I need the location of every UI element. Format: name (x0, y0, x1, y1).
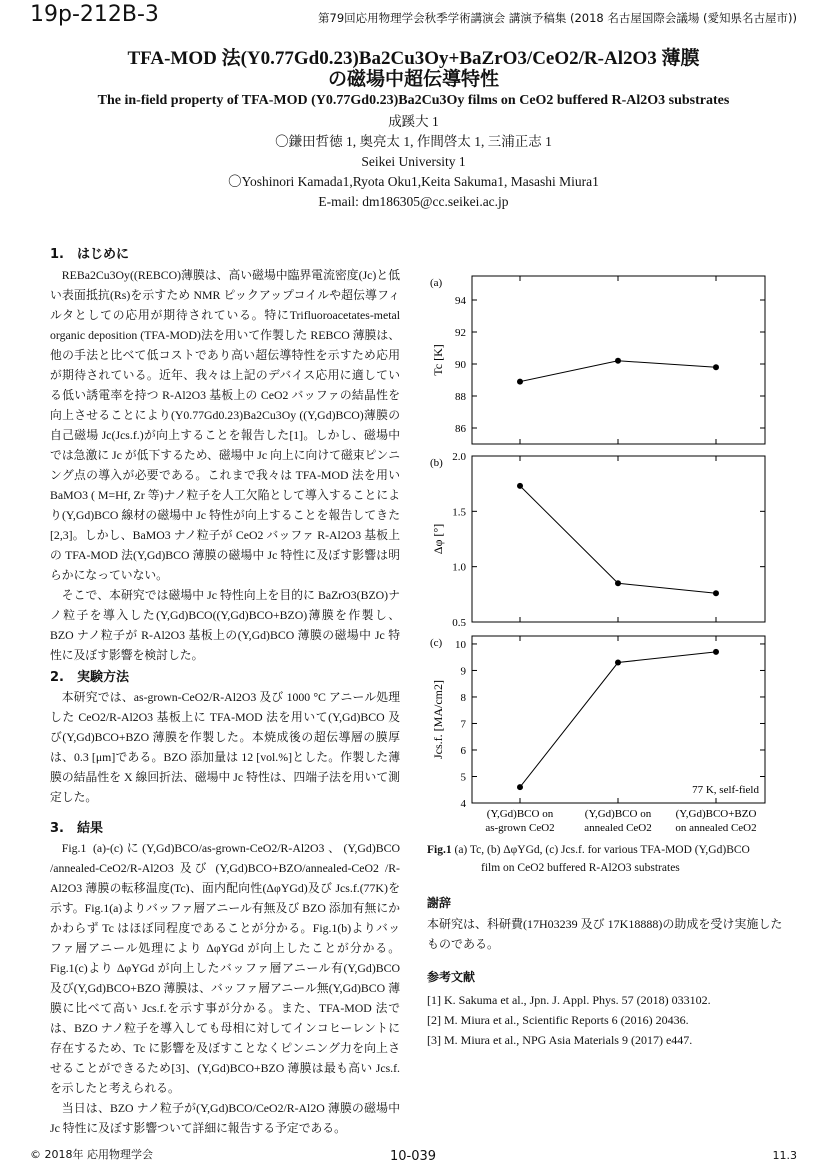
data-point (615, 358, 621, 364)
header-conference: 第79回応用物理学会秋季学術講演会 講演予稿集 (2018 名古屋国際会議場 (愛知県名古屋市)) (318, 11, 797, 25)
y-tick-label: 5 (460, 771, 466, 784)
title-jp-line2: の磁場中超伝導特性 (327, 69, 499, 90)
authors (40, 112, 787, 212)
y-tick-label: 6 (460, 744, 466, 757)
data-point (517, 483, 523, 489)
title-en: The in-field property of TFA-MOD (Y0.77Gd0.23)Ba2Cu3Oy films on CeO2 buffered R-Al2O3 substrates (97, 93, 730, 108)
footer-section: 11.3 (772, 1149, 797, 1162)
footer-page: 10-039 (390, 1149, 437, 1164)
y-tick-label: 90 (455, 359, 466, 371)
x-category-label: (Y,Gd)BCO+BZO (675, 808, 757, 820)
data-point (517, 784, 523, 790)
y-tick-label: 86 (455, 423, 466, 435)
figure-caption-line1: (a) Tc, (b) ΔφYGd, (c) Jcs.f. for various TFA-MOD (Y,Gd)BCO (454, 844, 750, 856)
y-tick-label: 92 (455, 327, 466, 339)
method-text (50, 687, 400, 807)
results-paragraph-1: Fig.1 (a)-(c)に(Y,Gd)BCO/as-grown-CeO2/R-Al2O3、(Y,Gd)BCO /annealed-CeO2/R-Al2O3 及び (Y,Gd)BCO+BZO/annealed-CeO2 /R-Al2O3 薄膜の転移温度(Tc)、面内配向性(ΔφYGd)及び Jcs.f.(77K)を示す。Fig.1(a)よりバッファ層アニール有無及び BZO 添加有無にかかわらず Tc はほぼ同程度であることが分かる。Fig.1(b)よりバッファ層アニール処理により ΔφYGd が向上したことが分かる。Fig.1(c)より ΔφYGd が向上したバッファ層アニール有(Y,Gd)BCO 及び(Y,Gd)BCO+BZO 薄膜は、バッファ層アニール無(Y,Gd)BCO 薄膜に比べて高い Jcs.f.を示す事が分かる。また、TFA-MOD 法では、BZO ナノ粒子を導入しても母相に対してインコヒーレントに存在するため、Tc に影響を及ぼすことなくピンニング力を向上させることができるため[3]、(Y,Gd)BCO+BZO 薄膜は最も高い Jcs.f.を示したと考えられる。 (50, 841, 400, 1095)
y-tick-label: 10 (455, 638, 466, 651)
x-category-label: as-grown CeO2 (485, 822, 555, 834)
references-heading: 参考文献 (427, 970, 476, 984)
series-line (520, 652, 716, 787)
acknowledgement-text: 本研究は、科研費(17H03239 及び 17K18888)の助成を受け実施したものである。 (427, 917, 783, 951)
data-point (713, 649, 719, 655)
reference-item: [1] K. Sakuma et al., Jpn. J. Appl. Phys. 57 (2018) 033102. (427, 993, 711, 1007)
y-tick-label: 7 (460, 718, 466, 731)
plot-frame (472, 456, 765, 622)
data-point (517, 379, 523, 385)
method-heading: 2. 実験方法 (50, 670, 129, 685)
results-heading: 3. 結果 (50, 821, 103, 836)
y-axis-label: Δφ [°] (431, 523, 445, 555)
data-point (713, 364, 719, 370)
y-axis-label: Jcs.f. [MA/cm2] (431, 680, 445, 759)
y-tick-label: 9 (460, 665, 466, 678)
intro-heading: 1. はじめに (50, 247, 129, 262)
y-axis-label: Tc [K] (431, 344, 445, 376)
title-block (40, 48, 787, 212)
affiliation-en: Seikei University 1 (361, 154, 466, 169)
results-paragraph-2: 当日は、BZO ナノ粒子が(Y,Gd)BCO/CeO2/R-Al2O 薄膜の磁場中 Jc 特性に及ぼす影響ついて詳細に報告する予定である。 (50, 1101, 400, 1135)
y-tick-label: 8 (460, 691, 466, 704)
authors-jp: 〇鎌田哲徳 1, 奥亮太 1, 作間啓太 1, 三浦正志 1 (275, 134, 552, 149)
panel-label: (a) (430, 277, 443, 289)
y-tick-label: 1.5 (452, 506, 466, 519)
footer-copyright: © 2018年 応用物理学会 (30, 1148, 153, 1161)
references-list (427, 990, 797, 1050)
title-jp-line1: TFA-MOD 法(Y0.77Gd0.23)Ba2Cu3Oy+BaZrO3/CeO2/R-Al2O3 薄膜 (127, 48, 700, 69)
affiliation-jp: 成蹊大 1 (388, 114, 439, 129)
acknowledgement-heading: 謝辞 (427, 896, 452, 910)
authors-en: 〇Yoshinori Kamada1,Ryota Oku1,Keita Sakuma1, Masashi Miura1 (228, 174, 599, 189)
y-tick-label: 94 (455, 295, 466, 307)
intro-paragraph-1: REBa2Cu3Oy((REBCO)薄膜は、高い磁場中臨界電流密度(Jc)と低い表面抵抗(Rs)を示すため NMR ピックアップコイルや超伝導フィルタとしての応用が期待されている。特にTrifluoroacetates-metal organic deposition (TFA-MOD)法を用いて作製した REBCO 薄膜は、他の手法と比べて低コストであり高い超伝導特性を示すため応用が期待されている。近年、我々は上記のデバイス応用に適している低い誘電率を持つ R-Al2O3 基板上の CeO2 バッファの結晶性を向上させることにより(Y0.77Gd0.23)Ba2Cu3Oy ((Y,Gd)BCO)薄膜の自己磁場 Jc(Jcs.f.)が向上することを報告した[1]。しかし、磁場中では急激に Jc が低下するため、磁場中 Jc 向上に向けて磁束ピンニング点の導入が必要である。これまで我々は TFA-MOD 法を用い BaMO3 ( M=Hf, Zr 等)ナノ粒子を人工欠陥として導入することにより(Y,Gd)BCO 線材の磁場中 Jc 特性が向上することを報告してきた[2,3]。しかし、BaMO3 ナノ粒子が CeO2 バッファ R-Al2O3 基板上の TFA-MOD 法(Y,Gd)BCO 薄膜の磁場中 Jc 特性に及ぼす影響は明らかになっていない。 (50, 268, 400, 582)
reference-item: [3] M. Miura et al., NPG Asia Materials 9 (2017) e447. (427, 1033, 693, 1047)
reference-item: [2] M. Miura et al., Scientific Reports 6 (2016) 20436. (427, 1013, 689, 1027)
x-category-label: (Y,Gd)BCO on (486, 808, 554, 820)
data-point (713, 590, 719, 596)
chart-annotation: 77 K, self-field (692, 784, 759, 796)
panel-label: (c) (430, 637, 443, 649)
data-point (615, 660, 621, 666)
intro-text (50, 265, 400, 665)
header-id: 19p-212B-3 (30, 2, 159, 27)
y-tick-label: 4 (460, 798, 466, 810)
y-tick-label: 88 (455, 391, 466, 403)
title-jp (40, 48, 787, 90)
results-text (50, 838, 400, 1138)
email: E-mail: dm186305@cc.seikei.ac.jp (318, 194, 509, 209)
figure-caption-label: Fig.1 (427, 844, 452, 856)
panel-label: (b) (430, 457, 443, 469)
x-category-label: (Y,Gd)BCO on (584, 808, 652, 820)
series-line (520, 361, 716, 382)
figure-caption-line2: film on CeO2 buffered R-Al2O3 substrates (481, 862, 680, 874)
figure-caption (427, 841, 787, 877)
y-tick-label: 0.5 (452, 617, 466, 629)
x-category-label: annealed CeO2 (584, 822, 652, 834)
series-line (520, 486, 716, 593)
figure-1 (420, 268, 780, 838)
x-category-label: on annealed CeO2 (675, 822, 757, 834)
y-tick-label: 2.0 (452, 451, 466, 463)
data-point (615, 580, 621, 586)
intro-paragraph-2: そこで、本研究では磁場中 Jc 特性向上を目的に BaZrO3(BZO)ナノ粒子を導入した(Y,Gd)BCO((Y,Gd)BCO+BZO)薄膜を作製し、BZO ナノ粒子が R-Al2O3 基板上の(Y,Gd)BCO 薄膜の磁場中 Jc 特性に及ぼす影響を検討した。 (50, 588, 400, 662)
y-tick-label: 1.0 (452, 561, 466, 574)
method-paragraph-1: 本研究では、as-grown-CeO2/R-Al2O3 及び 1000 °C アニール処理した CeO2/R-Al2O3 基板上に TFA-MOD 法を用いて(Y,Gd)BCO 及び(Y,Gd)BCO+BZO 薄膜を作製した。本焼成後の超伝導層の膜厚は、0.3 [μm]である。BZO 添加量は 12 [vol.%]とした。作製した薄膜の結晶性を X 線回折法、磁場中 Jc 特性は、四端子法を用いて測定した。 (50, 690, 400, 804)
